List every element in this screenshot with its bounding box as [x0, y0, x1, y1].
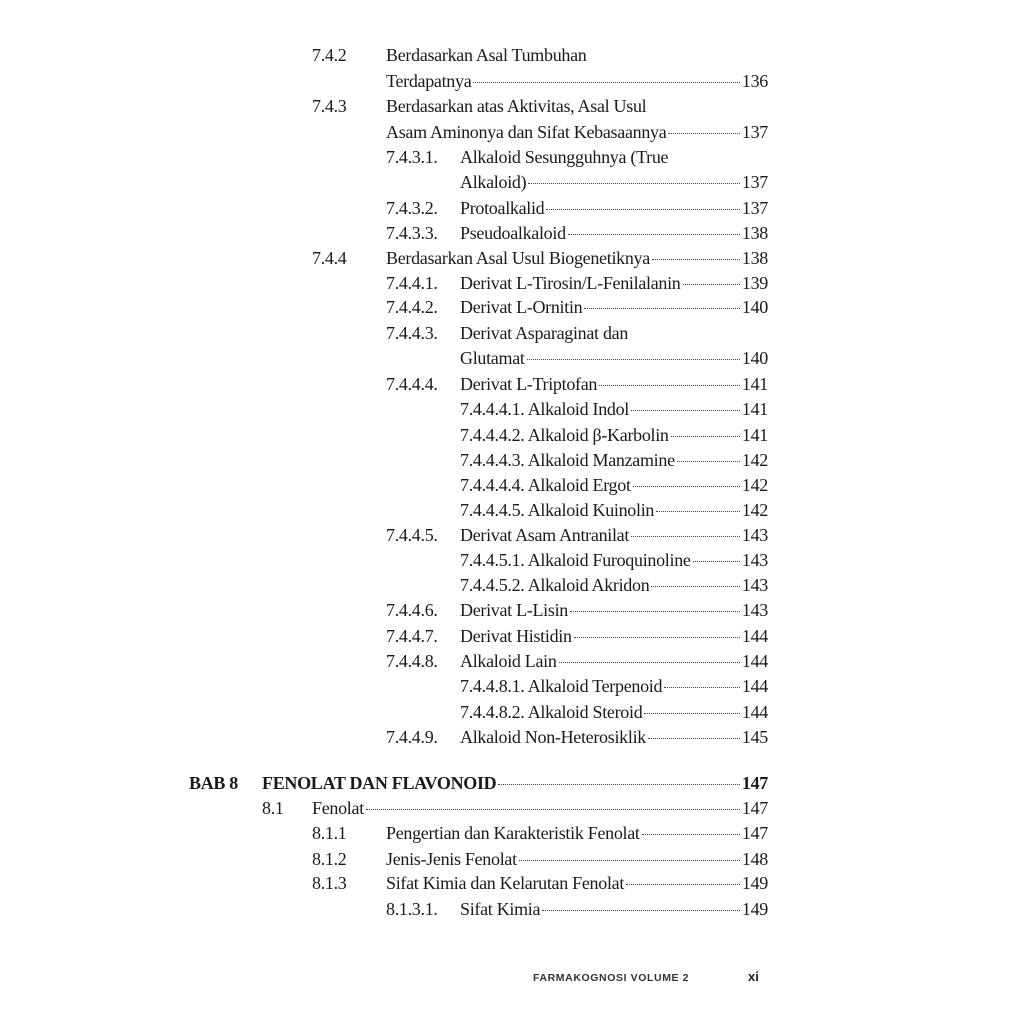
toc-entry-number: 7.4.3	[312, 96, 347, 116]
toc-entry-page: 143	[741, 575, 768, 595]
toc-entry-page: 136	[741, 71, 768, 91]
toc-entry-title: Alkaloid)	[460, 172, 527, 192]
dot-leader	[642, 833, 740, 835]
dot-leader	[652, 258, 740, 260]
dot-leader	[683, 283, 740, 285]
toc-entry-title: 7.4.4.5.1. Alkaloid Furoquinoline	[460, 550, 691, 570]
page-number: xi	[748, 969, 759, 984]
dot-leader	[656, 510, 740, 512]
toc-entry-page: 138	[741, 248, 768, 268]
toc-entry-title: 7.4.4.4.2. Alkaloid β-Karbolin	[460, 425, 669, 445]
dot-leader	[693, 560, 740, 562]
toc-entry	[460, 474, 768, 496]
toc-entry-title: Fenolat	[312, 798, 364, 818]
dot-leader	[644, 712, 739, 714]
dot-leader	[631, 535, 740, 537]
dot-leader	[651, 585, 739, 587]
dot-leader	[519, 859, 740, 861]
dot-leader	[366, 808, 740, 810]
toc-entry	[262, 797, 768, 819]
toc-entry-number: 7.4.4.6.	[386, 600, 438, 620]
toc-entry	[386, 524, 768, 546]
dot-leader	[542, 909, 740, 911]
toc-entry	[460, 171, 768, 193]
toc-entry	[460, 398, 768, 420]
toc-entry-number: 7.4.3.3.	[386, 223, 438, 243]
toc-entry-page: 148	[741, 849, 768, 869]
toc-entry	[386, 70, 768, 92]
toc-chapter-entry	[189, 772, 768, 794]
dot-leader	[599, 384, 740, 386]
dot-leader	[570, 610, 740, 612]
toc-entry-title: 7.4.4.4.5. Alkaloid Kuinolin	[460, 500, 655, 520]
toc-entry-page: 144	[741, 626, 768, 646]
toc-entry-number: 8.1.2	[312, 849, 347, 869]
toc-entry-title: Berdasarkan atas Aktivitas, Asal Usul	[386, 96, 647, 116]
toc-entry-number: 7.4.4.5.	[386, 525, 438, 545]
toc-entry-page: 142	[741, 500, 768, 520]
toc-entry-page: 142	[741, 450, 768, 470]
toc-entry-page: 149	[741, 899, 768, 919]
toc-entry-title: 7.4.4.4.3. Alkaloid Manzamine	[460, 450, 675, 470]
toc-entry-title: Pengertian dan Karakteristik Fenolat	[386, 823, 640, 843]
toc-entry	[312, 872, 768, 894]
toc-entry	[386, 726, 768, 748]
toc-entry	[386, 272, 768, 294]
dot-leader	[677, 460, 740, 462]
toc-entry-title: Derivat Histidin	[460, 626, 572, 646]
toc-entry-number: 8.1.1	[312, 823, 347, 843]
toc-entry	[386, 650, 768, 672]
toc-entry	[386, 373, 768, 395]
toc-entry-title: FENOLAT DAN FLAVONOID	[262, 773, 497, 793]
toc-entry-title: Alkaloid Non-Heterosiklik	[460, 727, 646, 747]
toc-entry-number: 8.1.3.1.	[386, 899, 438, 919]
dot-leader	[633, 485, 740, 487]
running-footer-title: FARMAKOGNOSI VOLUME 2	[533, 972, 690, 984]
toc-entry-number: 7.4.4.8.	[386, 651, 438, 671]
toc-entry-page: 145	[741, 727, 768, 747]
toc-entry-page: 141	[741, 425, 768, 445]
toc-entry	[386, 222, 768, 244]
toc-entry	[386, 898, 768, 920]
toc-entry-page: 144	[741, 676, 768, 696]
toc-entry-page: 141	[741, 399, 768, 419]
toc-entry	[386, 121, 768, 143]
toc-entry-page: 137	[741, 198, 768, 218]
dot-leader	[546, 208, 740, 210]
toc-entry-page: 139	[741, 273, 768, 293]
toc-entry	[460, 347, 768, 369]
toc-entry-number: 7.4.4.9.	[386, 727, 438, 747]
dot-leader	[668, 132, 739, 134]
toc-entry-title: Derivat L-Lisin	[460, 600, 568, 620]
toc-entry-title: Pseudoalkaloid	[460, 223, 566, 243]
toc-entry-title: Derivat L-Ornitin	[460, 297, 583, 317]
dot-leader	[568, 233, 740, 235]
toc-entry-number: 7.4.4.4.	[386, 374, 438, 394]
toc-entry	[460, 574, 768, 596]
toc-entry-title: Sifat Kimia	[460, 899, 541, 919]
toc-entry-title: Terdapatnya	[386, 71, 472, 91]
toc-entry-number: 8.1.3	[312, 873, 347, 893]
toc-entry-title: Alkaloid Sesungguhnya (True	[460, 147, 669, 167]
toc-entry	[460, 549, 768, 571]
toc-entry-title: Alkaloid Lain	[460, 651, 557, 671]
toc-entry-page: 143	[741, 525, 768, 545]
toc-entry	[386, 146, 768, 168]
toc-entry-number: BAB 8	[189, 773, 239, 793]
toc-entry	[386, 625, 768, 647]
toc-entry	[386, 322, 768, 344]
toc-entry	[386, 599, 768, 621]
toc-entry-number: 7.4.3.1.	[386, 147, 438, 167]
toc-entry-page: 137	[741, 172, 768, 192]
dot-leader	[664, 686, 740, 688]
toc-entry-number: 7.4.4.7.	[386, 626, 438, 646]
toc-entry-title: 7.4.4.8.2. Alkaloid Steroid	[460, 702, 643, 722]
toc-entry-title: Sifat Kimia dan Kelarutan Fenolat	[386, 873, 625, 893]
toc-entry-title: Protoalkalid	[460, 198, 545, 218]
toc-entry-page: 144	[741, 651, 768, 671]
toc-entry-page: 144	[741, 702, 768, 722]
toc-entry-page: 141	[741, 374, 768, 394]
toc-entry-title: Glutamat	[460, 348, 525, 368]
dot-leader	[574, 636, 740, 638]
toc-entry-title: Berdasarkan Asal Usul Biogenetiknya	[386, 248, 650, 268]
toc-entry-title: Derivat Asam Antranilat	[460, 525, 630, 545]
toc-entry-page: 143	[741, 600, 768, 620]
toc-entry	[386, 197, 768, 219]
toc-entry-number: 7.4.4.1.	[386, 273, 438, 293]
dot-leader	[631, 409, 740, 411]
toc-entry	[460, 499, 768, 521]
dot-leader	[473, 81, 740, 83]
toc-entry	[460, 449, 768, 471]
toc-entry-title: 7.4.4.4.1. Alkaloid Indol	[460, 399, 629, 419]
toc-entry-page: 138	[741, 223, 768, 243]
toc-entry-number: 7.4.3.2.	[386, 198, 438, 218]
toc-entry-page: 143	[741, 550, 768, 570]
toc-entry-number: 7.4.4	[312, 248, 347, 268]
toc-entry-number: 7.4.4.3.	[386, 323, 438, 343]
toc-entry-page: 140	[741, 297, 768, 317]
toc-entry-title: Derivat Asparaginat dan	[460, 323, 629, 343]
toc-entry	[312, 822, 768, 844]
toc-entry-title: Berdasarkan Asal Tumbuhan	[386, 45, 587, 65]
dot-leader	[626, 883, 740, 885]
toc-entry	[312, 44, 768, 66]
dot-leader	[498, 783, 740, 785]
dot-leader	[528, 182, 740, 184]
toc-entry-page: 142	[741, 475, 768, 495]
dot-leader	[527, 358, 740, 360]
toc-entry-title: Asam Aminonya dan Sifat Kebasaannya	[386, 122, 667, 142]
toc-entry-page: 147	[741, 823, 768, 843]
toc-entry	[312, 95, 768, 117]
toc-entry-title: 7.4.4.4.4. Alkaloid Ergot	[460, 475, 631, 495]
toc-entry-title: Derivat L-Tirosin/L-Fenilalanin	[460, 273, 681, 293]
toc-entry-number: 7.4.4.2.	[386, 297, 438, 317]
toc-entry-number: 7.4.2	[312, 45, 347, 65]
toc-entry	[460, 675, 768, 697]
toc-entry-page: 147	[741, 798, 768, 818]
toc-entry-page: 149	[741, 873, 768, 893]
toc-entry	[312, 247, 768, 269]
toc-entry-page: 147	[741, 773, 768, 793]
toc-entry-page: 137	[741, 122, 768, 142]
toc-entry-page: 140	[741, 348, 768, 368]
toc-entry	[312, 848, 768, 870]
toc-entry-title: Jenis-Jenis Fenolat	[386, 849, 517, 869]
dot-leader	[671, 435, 740, 437]
dot-leader	[559, 661, 740, 663]
toc-entry	[386, 296, 768, 318]
dot-leader	[648, 737, 740, 739]
toc-entry-number: 8.1	[262, 798, 284, 818]
dot-leader	[584, 307, 740, 309]
toc-entry	[460, 424, 768, 446]
toc-entry	[460, 701, 768, 723]
toc-entry-title: 7.4.4.8.1. Alkaloid Terpenoid	[460, 676, 663, 696]
toc-entry-title: Derivat L-Triptofan	[460, 374, 598, 394]
toc-entry-title: 7.4.4.5.2. Alkaloid Akridon	[460, 575, 650, 595]
